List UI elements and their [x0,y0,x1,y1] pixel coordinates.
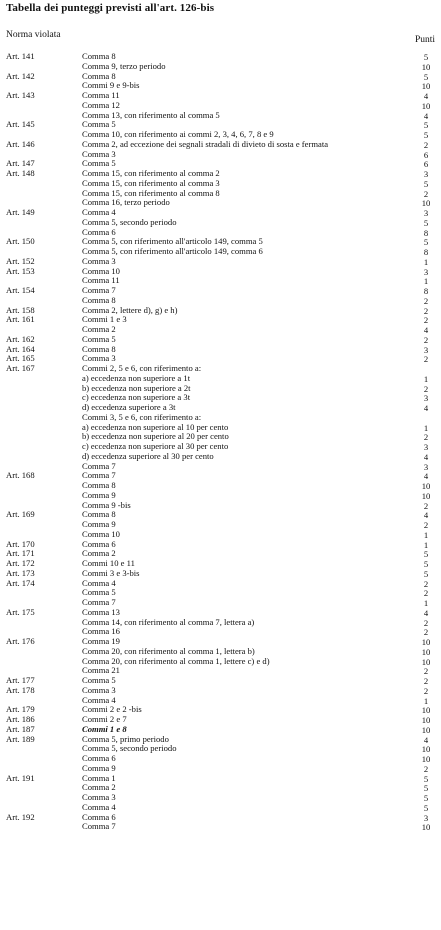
table-row [0,481,441,490]
comma-description: d) eccedenza superiore a 3t [82,403,176,412]
points-value: 2 [423,383,429,394]
article-label: Art. 170 [6,538,35,549]
article-label: Art. 174 [6,577,35,588]
comma-description: Comma 7 [82,471,116,481]
points-value: 10 [421,724,431,735]
comma-description: Comma 2, lettere d), g) e h) [82,305,178,315]
comma-description: Comma 7 [82,598,116,607]
table-row [0,452,441,461]
comma-description: Comma 5, secondo periodo [82,744,177,754]
article-label: Art. 179 [6,704,35,715]
table-row [0,540,441,549]
points-value: 4 [423,734,429,745]
table-row [0,520,441,529]
table-row [0,130,441,139]
table-row [0,237,441,246]
article-label: Art. 189 [6,733,35,744]
comma-description: Comma 8 [82,510,116,520]
table-row [0,501,441,510]
points-value: 3 [423,393,429,404]
comma-description: Commi 9 e 9-bis [82,81,140,91]
points-value: 2 [423,617,429,628]
comma-description: Commi 10 e 11 [82,559,135,568]
points-value: 3 [423,208,429,218]
table-row [0,325,441,334]
article-label: Art. 146 [6,138,35,149]
points-value: 10 [421,198,431,209]
article-label: Art. 149 [6,207,35,217]
table-row [0,423,441,432]
comma-description: Comma 11 [82,276,120,286]
points-value: 5 [423,793,429,803]
table-row [0,72,441,81]
points-value: 5 [423,568,429,579]
table-row [0,91,441,100]
table-row [0,374,441,383]
article-label: Art. 147 [6,158,35,169]
table-row [0,111,441,120]
article-label: Art. 162 [6,333,35,344]
table-row [0,579,441,588]
article-label: Art. 165 [6,353,35,364]
table-row [0,315,441,324]
table-row [0,296,441,305]
comma-description: Comma 4 [82,578,116,588]
comma-description: Comma 5, secondo periodo [82,217,177,227]
comma-description: Comma 6 [82,754,116,763]
article-label: Art. 152 [6,255,35,266]
article-label: Art. 142 [6,70,35,81]
comma-description: Comma 2 [82,325,116,334]
column-header-norma: Norma violata [6,30,61,40]
table-row [0,530,441,539]
points-value: 2 [423,188,429,199]
article-label: Art. 172 [6,558,35,568]
table-row [0,735,441,744]
points-value: 10 [421,656,431,667]
table-row [0,247,441,256]
comma-description: Commi 3 e 3-bis [82,568,140,578]
points-value: 1 [423,422,429,433]
comma-description: Commi 2, 5 e 6, con riferimento a: [82,364,202,373]
article-label: Art. 171 [6,548,35,559]
comma-description: a) eccedenza non superiore al 10 per cento [82,422,229,432]
points-value: 6 [423,159,429,170]
comma-description: Comma 5, primo periodo [82,734,169,744]
points-value: 8 [423,247,429,257]
article-label: Art. 158 [6,304,35,315]
points-value: 5 [423,237,429,248]
comma-description: Comma 20, con riferimento al comma 1, lettera b) [82,646,255,656]
points-value: 4 [423,325,429,335]
comma-description: Comma 19 [82,637,120,646]
points-value: 10 [421,705,431,716]
points-value: 5 [423,120,429,131]
table-row [0,813,441,822]
points-value: 10 [421,715,431,725]
points-value: 2 [423,500,429,511]
comma-description: Comma 10, con riferimento ai commi 2, 3, 4, 6, 7, 8 e 9 [82,130,274,139]
table-row [0,257,441,266]
table-row [0,267,441,276]
comma-description: Comma 1 [82,773,116,783]
article-label: Art. 192 [6,811,35,822]
article-label: Art. 141 [6,51,35,61]
points-value: 2 [423,685,429,696]
comma-description: Comma 16, terzo periodo [82,198,170,208]
table-row [0,120,441,129]
points-value: 5 [423,217,429,228]
article-label: Art. 178 [6,684,35,695]
comma-description: Comma 7 [82,286,116,295]
table-row [0,286,441,295]
table-row [0,666,441,675]
table-row [0,62,441,71]
table-row [0,169,441,178]
points-value: 5 [423,559,429,569]
comma-description: Comma 16 [82,627,120,637]
comma-description: Commi 1 e 3 [82,315,127,325]
table-row [0,657,441,666]
comma-description: Comma 9, terzo periodo [82,61,166,71]
table-row [0,198,441,207]
article-label: Art. 169 [6,509,35,520]
table-row [0,549,441,558]
table-row [0,618,441,627]
table-row [0,608,441,617]
comma-description: Comma 15, con riferimento al comma 2 [82,169,220,178]
article-label: Art. 177 [6,675,35,685]
table-row [0,432,441,441]
comma-description: Comma 5 [82,588,116,598]
points-value: 5 [423,52,429,62]
points-value: 4 [423,471,429,482]
points-value: 1 [423,373,429,384]
comma-description: Comma 3 [82,149,116,159]
points-value: 8 [423,286,429,296]
comma-description: Comma 5 [82,159,116,169]
comma-description: Comma 3 [82,256,116,266]
comma-description: Comma 3 [82,685,116,695]
comma-description: Comma 4 [82,695,116,705]
article-label: Art. 168 [6,470,35,481]
comma-description: Comma 2 [82,549,116,559]
comma-description: Comma 21 [82,666,120,676]
table-row [0,491,441,500]
table-row [0,754,441,763]
article-label: Art. 161 [6,314,35,325]
points-value: 10 [421,61,431,72]
points-value: 5 [423,130,429,140]
table-row [0,462,441,471]
points-value: 5 [423,802,429,813]
points-value: 1 [423,276,429,287]
comma-description: b) eccedenza non superiore al 20 per cento [82,432,229,442]
page-title: Tabella dei punteggi previsti all'art. 126-bis [6,2,215,14]
points-value: 10 [421,81,431,92]
points-value: 2 [423,666,429,677]
comma-description: Comma 6 [82,812,116,822]
comma-description: Comma 6 [82,539,116,549]
comma-description: Comma 10 [82,266,120,276]
comma-description: Comma 4 [82,802,116,812]
table-row [0,803,441,812]
comma-description: Commi 1 e 8 [82,724,127,734]
table-row [0,510,441,519]
points-value: 3 [423,344,429,355]
article-label: Art. 191 [6,772,35,783]
article-label: Art. 143 [6,90,35,100]
comma-description: c) eccedenza non superiore a 3t [82,393,191,403]
table-row [0,774,441,783]
points-value: 10 [421,100,431,111]
table-row [0,413,441,422]
table-row [0,715,441,724]
points-value: 2 [423,627,429,638]
points-value: 5 [423,783,429,794]
points-value: 4 [423,91,429,101]
table-row [0,559,441,568]
comma-description: Comma 9 [82,520,116,529]
table-row [0,588,441,597]
table-row [0,208,441,217]
table-row [0,725,441,734]
comma-description: Comma 3 [82,793,116,802]
comma-description: Comma 15, con riferimento al comma 8 [82,188,220,198]
table-row [0,783,441,792]
table-row [0,569,441,578]
table-row [0,764,441,773]
table-row [0,218,441,227]
points-value: 10 [421,744,431,755]
table-row [0,345,441,354]
points-value: 10 [421,490,431,501]
table-row [0,676,441,685]
points-value: 1 [423,695,429,706]
comma-description: Comma 9 -bis [82,500,131,510]
comma-description: Comma 6 [82,227,116,237]
points-value: 1 [423,256,429,267]
table-row [0,442,441,451]
table-row [0,179,441,188]
table-row [0,335,441,344]
points-value: 10 [421,481,431,491]
article-label: Art. 187 [6,723,35,734]
article-label: Art. 175 [6,606,35,617]
table-row [0,150,441,159]
article-label: Art. 186 [6,714,35,724]
article-label: Art. 145 [6,119,35,130]
points-value: 2 [423,305,429,316]
comma-description: Comma 2 [82,783,116,793]
comma-description: Comma 5, con riferimento all'articolo 149, comma 6 [82,247,263,256]
article-label: Art. 148 [6,168,35,178]
table-row [0,364,441,373]
points-value: 8 [423,227,429,238]
points-value: 5 [423,178,429,189]
points-value: 3 [423,812,429,823]
comma-description: Comma 7 [82,461,116,471]
table-row [0,189,441,198]
points-value: 2 [423,354,429,365]
table-row [0,627,441,636]
table-row [0,276,441,285]
comma-description: Commi 2 e 7 [82,715,127,724]
points-value: 4 [423,403,429,413]
article-label: Art. 176 [6,636,35,646]
points-value: 2 [423,315,429,326]
comma-description: Comma 8 [82,344,116,354]
points-value: 5 [423,549,429,560]
comma-description: Comma 15, con riferimento al comma 3 [82,178,220,188]
table-row [0,159,441,168]
article-label: Art. 153 [6,265,35,276]
table-row [0,306,441,315]
comma-description: Comma 5 [82,334,116,344]
comma-description: Comma 20, con riferimento al comma 1, lettere c) e d) [82,656,270,666]
table-row [0,696,441,705]
comma-description: Comma 10 [82,529,120,539]
comma-description: Comma 8 [82,481,116,490]
table-row [0,705,441,714]
table-row [0,744,441,753]
table-row [0,637,441,646]
comma-description: Comma 5 [82,120,116,130]
points-value: 3 [423,442,429,452]
table-row [0,598,441,607]
comma-description: Comma 9 [82,763,116,773]
comma-description: Comma 9 [82,490,116,500]
points-value: 5 [423,773,429,784]
article-label: Art. 167 [6,363,35,373]
points-value: 4 [423,110,429,121]
table-row [0,81,441,90]
points-value: 2 [423,520,429,530]
points-value: 2 [423,676,429,686]
points-value: 2 [423,334,429,345]
points-value: 1 [423,598,429,608]
table-row [0,228,441,237]
points-value: 1 [423,529,429,540]
article-label: Art. 164 [6,343,35,354]
comma-description: a) eccedenza non superiore a 1t [82,373,191,383]
comma-description: c) eccedenza non superiore al 30 per cento [82,442,229,451]
points-value: 4 [423,510,429,521]
comma-description: Comma 5, con riferimento all'articolo 149, comma 5 [82,237,263,247]
article-label: Art. 154 [6,285,35,295]
points-value: 10 [421,754,431,764]
points-value: 2 [423,139,429,150]
table-row [0,822,441,831]
table-row [0,686,441,695]
comma-description: d) eccedenza superiore al 30 per cento [82,451,214,461]
table-row [0,647,441,656]
comma-description: b) eccedenza non superiore a 2t [82,383,191,393]
points-value: 10 [421,646,431,657]
points-value: 3 [423,266,429,277]
table-row [0,793,441,802]
article-label: Art. 173 [6,567,35,578]
table-row [0,354,441,363]
comma-description: Comma 5 [82,676,116,685]
points-value: 5 [423,71,429,82]
points-value: 4 [423,607,429,618]
comma-description: Comma 8 [82,52,116,61]
comma-description: Comma 7 [82,822,116,832]
comma-description: Comma 8 [82,71,116,81]
table-row [0,384,441,393]
comma-description: Comma 14, con riferimento al comma 7, lettera a) [82,617,255,627]
comma-description: Comma 13, con riferimento al comma 5 [82,110,220,120]
points-value: 6 [423,149,429,160]
points-value: 10 [421,822,431,833]
points-value: 3 [423,169,429,179]
points-value: 1 [423,539,429,550]
comma-description: Comma 13 [82,607,120,617]
comma-description: Commi 2 e 2 -bis [82,705,142,715]
table-row [0,101,441,110]
comma-description: Comma 4 [82,208,116,217]
comma-description: Commi 3, 5 e 6, con riferimento a: [82,412,202,422]
comma-description: Comma 3 [82,354,116,364]
points-value: 2 [423,578,429,589]
table-row [0,393,441,402]
table-row [0,403,441,412]
points-value: 2 [423,432,429,443]
column-header-punti: Punti [414,35,435,45]
points-value: 10 [421,637,431,647]
comma-description: Comma 2, ad eccezione dei segnali stradali di divieto di sosta e fermata [82,139,329,149]
points-value: 2 [423,588,429,599]
table-row [0,471,441,480]
points-value: 2 [423,295,429,306]
table-row [0,140,441,149]
points-value: 3 [423,461,429,472]
points-value: 2 [423,763,429,774]
comma-description: Comma 12 [82,100,120,110]
points-value: 4 [423,451,429,462]
comma-description: Comma 8 [82,295,116,305]
comma-description: Comma 11 [82,91,120,100]
table-row [0,52,441,61]
article-label: Art. 150 [6,236,35,247]
